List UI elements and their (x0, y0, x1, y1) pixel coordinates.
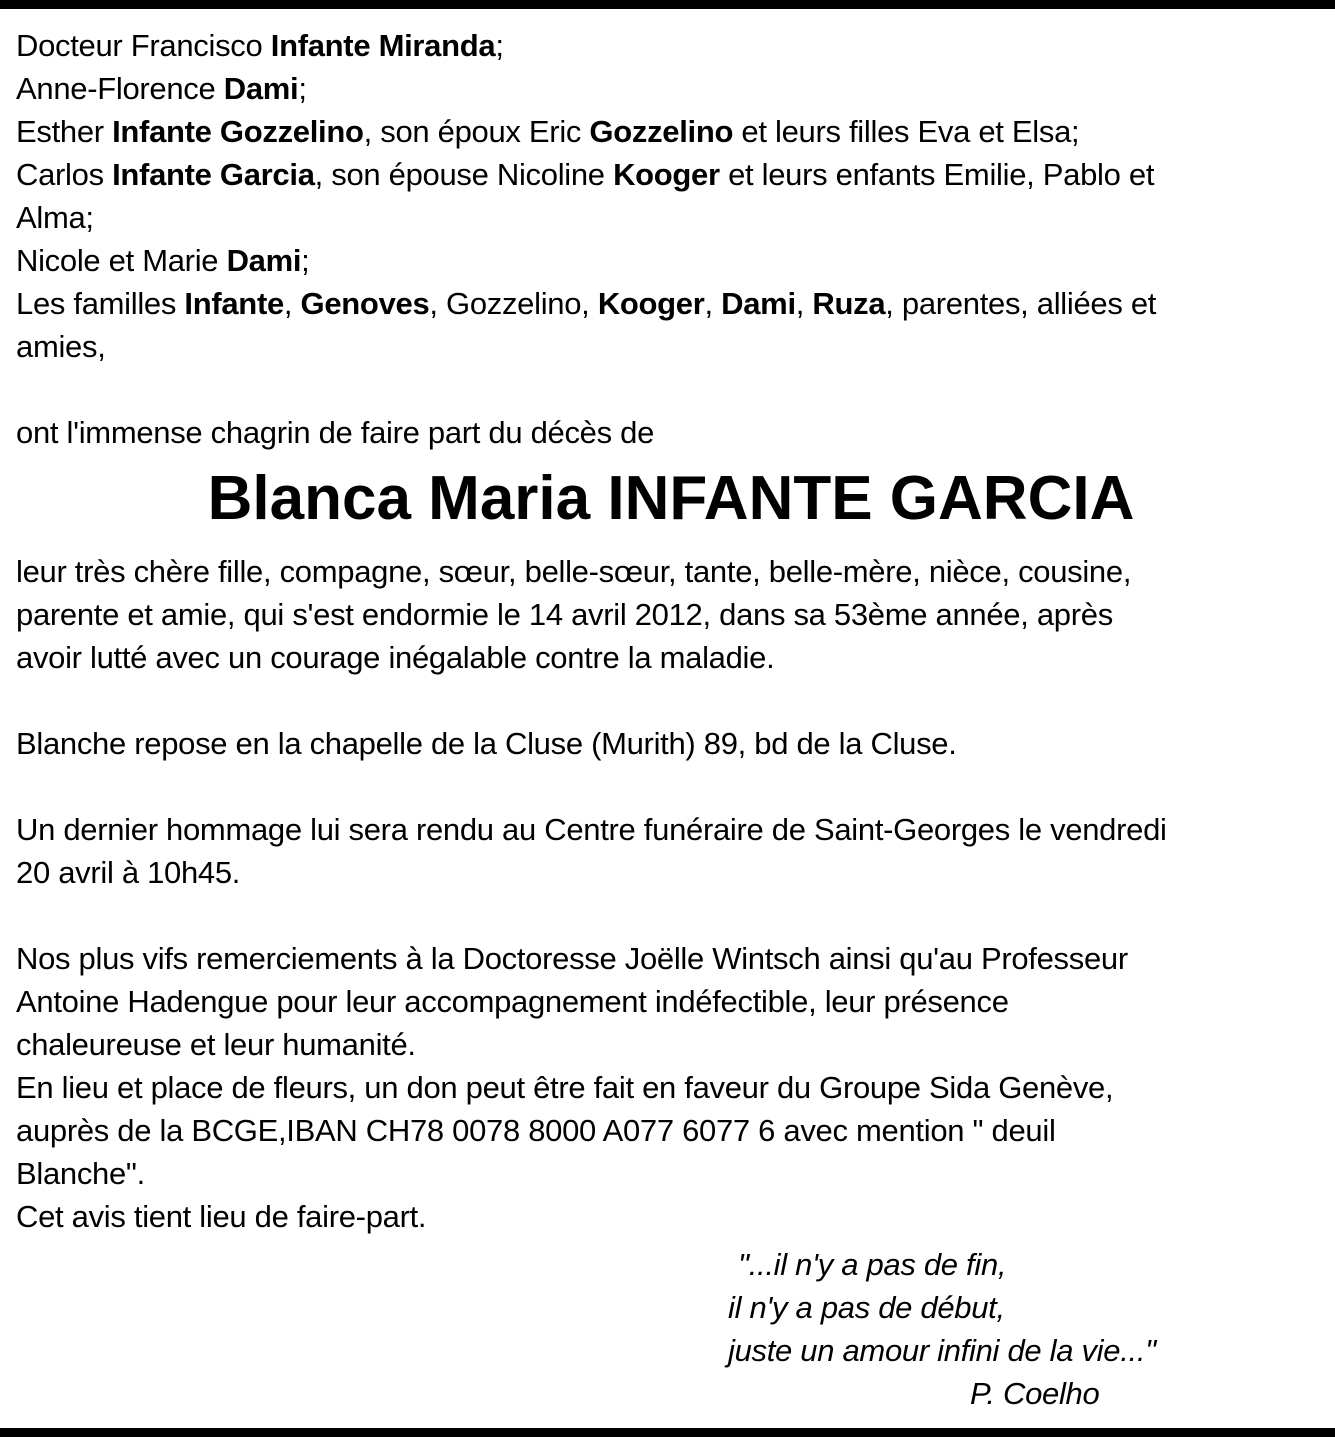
family-surname: Infante Miranda (270, 28, 496, 63)
relation-paragraph (16, 550, 1326, 679)
family-text: ; (298, 71, 307, 106)
thanks-line: chaleureuse et leur humanité. (16, 1027, 416, 1062)
family-text: ; (301, 243, 310, 278)
notice-line: Cet avis tient lieu de faire-part. (16, 1199, 427, 1234)
family-line (16, 153, 1326, 196)
ceremony-line: Un dernier hommage lui sera rendu au Centre funéraire de Saint-Georges le vendredi (16, 812, 1167, 847)
family-surname: Dami (223, 71, 299, 106)
announcement-text: ont l'immense chagrin de faire part du décès de (16, 415, 655, 450)
family-text: , (283, 286, 301, 321)
family-text: et leurs enfants Emilie, Pablo et (719, 157, 1155, 192)
thanks-line: Nos plus vifs remerciements à la Doctoresse Joëlle Wintsch ainsi qu'au Professeur (16, 941, 1128, 976)
family-surname: Gozzelino (589, 114, 734, 149)
quote-line: il n'y a pas de début, (728, 1290, 1005, 1325)
family-surname: Kooger (613, 157, 720, 192)
family-list (16, 24, 1326, 368)
family-line (16, 239, 1326, 282)
family-text: Nicole et Marie (16, 243, 227, 278)
family-text: Anne-Florence (16, 71, 224, 106)
family-text: , Gozzelino, (429, 286, 598, 321)
family-surname: Infante (184, 286, 284, 321)
family-text: Les familles (16, 286, 185, 321)
coelho-quote (728, 1243, 1288, 1415)
family-line (16, 196, 1326, 239)
family-text: , son épouse Nicoline (314, 157, 614, 192)
family-text: , (704, 286, 722, 321)
ceremony-line: 20 avril à 10h45. (16, 855, 241, 890)
spacer (16, 679, 1326, 722)
family-text: Docteur Francisco (16, 28, 271, 63)
obituary-body (16, 24, 1326, 1238)
family-surname: Ruza (812, 286, 886, 321)
donation-line: Blanche". (16, 1156, 145, 1191)
family-text: amies, (16, 329, 106, 364)
family-line (16, 325, 1326, 368)
family-line (16, 110, 1326, 153)
family-text: , son époux Eric (363, 114, 590, 149)
thanks-line: Antoine Hadengue pour leur accompagnement indéfectible, leur présence (16, 984, 1009, 1019)
family-text: , parentes, alliées et (885, 286, 1157, 321)
family-line (16, 282, 1326, 325)
rest-location-text: Blanche repose en la chapelle de la Cluse (Murith) 89, bd de la Cluse. (16, 726, 957, 761)
spacer (16, 894, 1326, 937)
spacer (16, 765, 1326, 808)
family-text: Carlos (16, 157, 113, 192)
family-text: Alma; (16, 200, 94, 235)
family-surname: Kooger (597, 286, 705, 321)
quote-line: "...il n'y a pas de fin, (738, 1247, 1007, 1282)
donation-line: auprès de la BCGE,IBAN CH78 0078 8000 A077 6077 6 avec mention " deuil (16, 1113, 1056, 1148)
family-surname: Dami (721, 286, 796, 321)
family-text: ; (495, 28, 504, 63)
bottom-rule (0, 1428, 1335, 1437)
donation-line: En lieu et place de fleurs, un don peut être fait en faveur du Groupe Sida Genève, (16, 1070, 1114, 1105)
ceremony-paragraph (16, 808, 1326, 894)
relation-line: leur très chère fille, compagne, sœur, belle-sœur, tante, belle-mère, nièce, cousine, (16, 554, 1132, 589)
deceased-name: Blanca Maria INFANTE GARCIA (207, 464, 1135, 533)
relation-line: avoir lutté avec un courage inégalable contre la maladie. (16, 640, 775, 675)
family-text: et leurs filles Eva et Elsa; (733, 114, 1080, 149)
family-line (16, 67, 1326, 110)
family-text: , (795, 286, 813, 321)
top-rule (0, 0, 1335, 9)
quote-author: P. Coelho (970, 1376, 1100, 1411)
relation-line: parente et amie, qui s'est endormie le 14 avril 2012, dans sa 53ème année, après (16, 597, 1113, 632)
family-text: Esther (16, 114, 113, 149)
family-surname: Infante Garcia (112, 157, 315, 192)
family-line (16, 24, 1326, 67)
quote-line: juste un amour infini de la vie..." (728, 1333, 1156, 1368)
family-surname: Genoves (300, 286, 430, 321)
spacer (16, 368, 1326, 411)
thanks-paragraph (16, 937, 1326, 1238)
family-surname: Dami (226, 243, 302, 278)
family-surname: Infante Gozzelino (112, 114, 364, 149)
